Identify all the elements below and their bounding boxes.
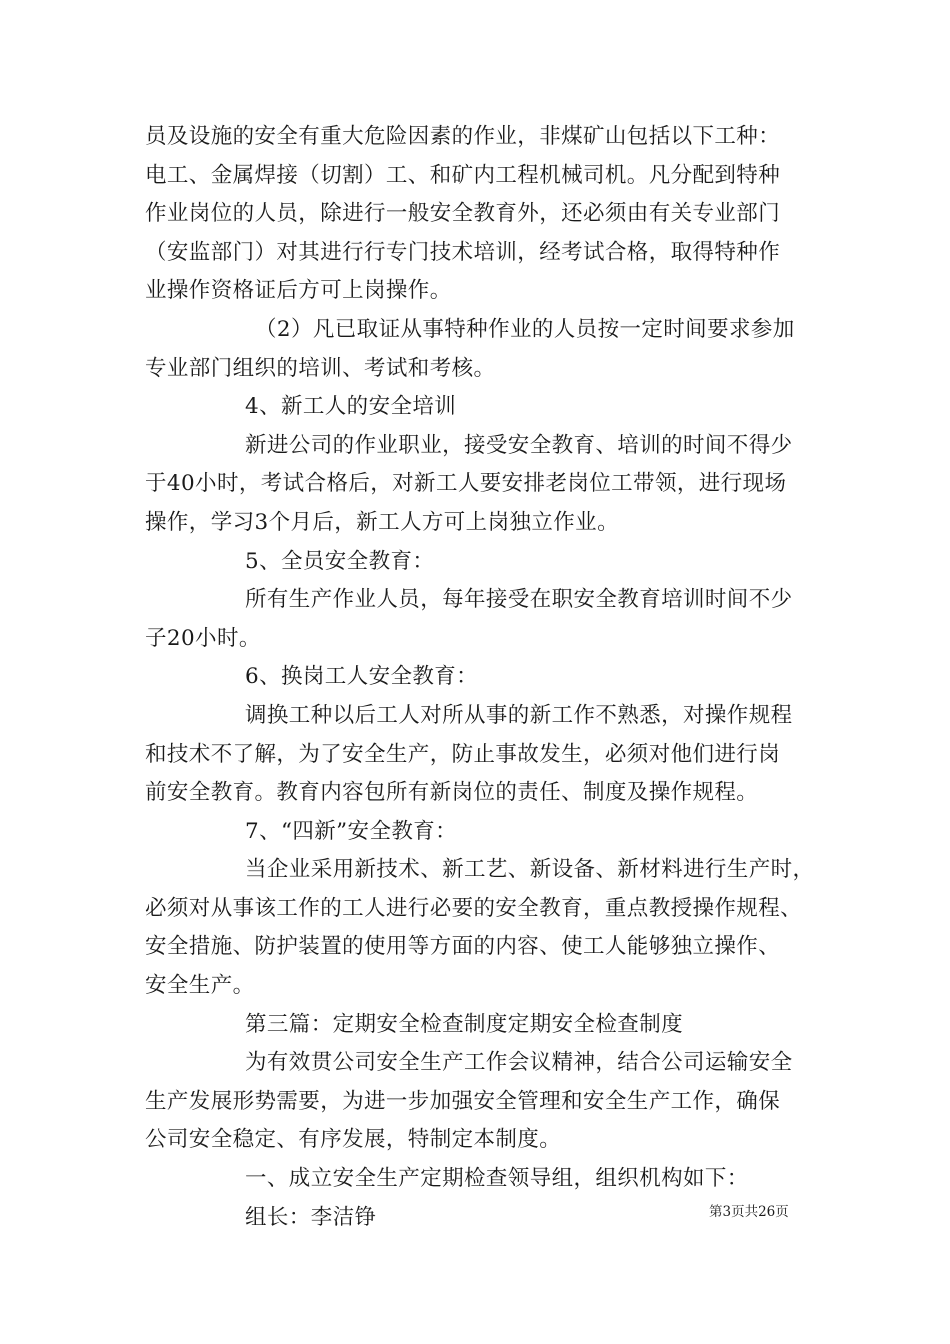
text-line: 4、新工人的安全培训	[245, 394, 457, 420]
text-line: 生产发展形势需要，为进一步加强安全管理和安全生产工作，确保	[145, 1088, 781, 1114]
text-line: 作业岗位的人员，除进行一般安全教育外，还必须由有关专业部门	[145, 201, 781, 227]
section-heading	[145, 388, 810, 427]
text-line: 5、全员安全教育：	[245, 548, 435, 574]
text-line: 必须对从事该工作的工人进行必要的安全教育，重点教授操作规程、	[145, 895, 803, 921]
text-line: 6、换岗工人安全教育：	[245, 664, 479, 690]
section-heading	[145, 813, 810, 852]
text-line: 前安全教育。教育内容包所有新岗位的责任、制度及操作规程。	[145, 780, 759, 806]
text-line: 于40小时，考试合格后，对新工人要安排老岗位工带领，进行现场	[145, 471, 787, 497]
page-number: 第3页共26页	[709, 1204, 789, 1220]
text-line: 和技术不了解，为了安全生产，防止事故发生，必须对他们进行岗	[145, 741, 781, 767]
paragraph	[145, 311, 810, 388]
text-line: 7、“四新”安全教育：	[245, 818, 458, 844]
text-line: 专业部门组织的培训、考试和考核。	[145, 355, 496, 381]
paragraph	[145, 1044, 810, 1160]
paragraph	[145, 581, 810, 658]
text-line: 为有效贯公司安全生产工作会议精神，结合公司运输安全	[245, 1050, 793, 1076]
text-line: 业操作资格证后方可上岗操作。	[145, 278, 452, 304]
document-body	[145, 118, 815, 1237]
text-line: （2）凡已取证从事特种作业的人员按一定时间要求参加	[255, 316, 795, 342]
paragraph	[145, 427, 810, 543]
section-heading	[145, 658, 810, 697]
text-line: 新进公司的作业职业，接受安全教育、培训的时间不得少	[245, 432, 793, 458]
text-line: 调换工种以后工人对所从事的新工作不熟悉，对操作规程	[245, 702, 793, 728]
text-line: 组长：李洁铮	[245, 1204, 377, 1230]
text-line: 安全生产。	[145, 973, 255, 999]
paragraph	[145, 851, 815, 1005]
section-heading	[145, 1160, 810, 1199]
text-line: （安监部门）对其进行行专门技术培训，经考试合格，取得特种作	[145, 239, 781, 265]
text-line: 操作，学习3个月后，新工人方可上岗独立作业。	[145, 509, 619, 535]
text-line: 公司安全稳定、有序发展，特制定本制度。	[145, 1127, 562, 1153]
text-line: 所有生产作业人员，每年接受在职安全教育培训时间不少	[245, 587, 793, 613]
text-line: 子20小时。	[145, 625, 261, 651]
text-line: 员及设施的安全有重大危险因素的作业，非煤矿山包括以下工种：	[145, 124, 781, 149]
text-line: 第三篇：定期安全检查制度定期安全检查制度	[245, 1011, 684, 1037]
text-line: 电工、金属焊接（切割）工、和矿内工程机械司机。凡分配到特种	[145, 162, 781, 188]
paragraph	[145, 118, 810, 311]
paragraph	[145, 697, 810, 813]
section-heading	[145, 543, 810, 582]
chapter-heading	[145, 1006, 810, 1045]
text-line: 当企业采用新技术、新工艺、新设备、新材料进行生产时，	[245, 857, 815, 883]
text-line: 安全措施、防护装置的使用等方面的内容、使工人能够独立操作、	[145, 934, 781, 960]
text-line: 一、成立安全生产定期检查领导组，组织机构如下：	[245, 1166, 749, 1192]
